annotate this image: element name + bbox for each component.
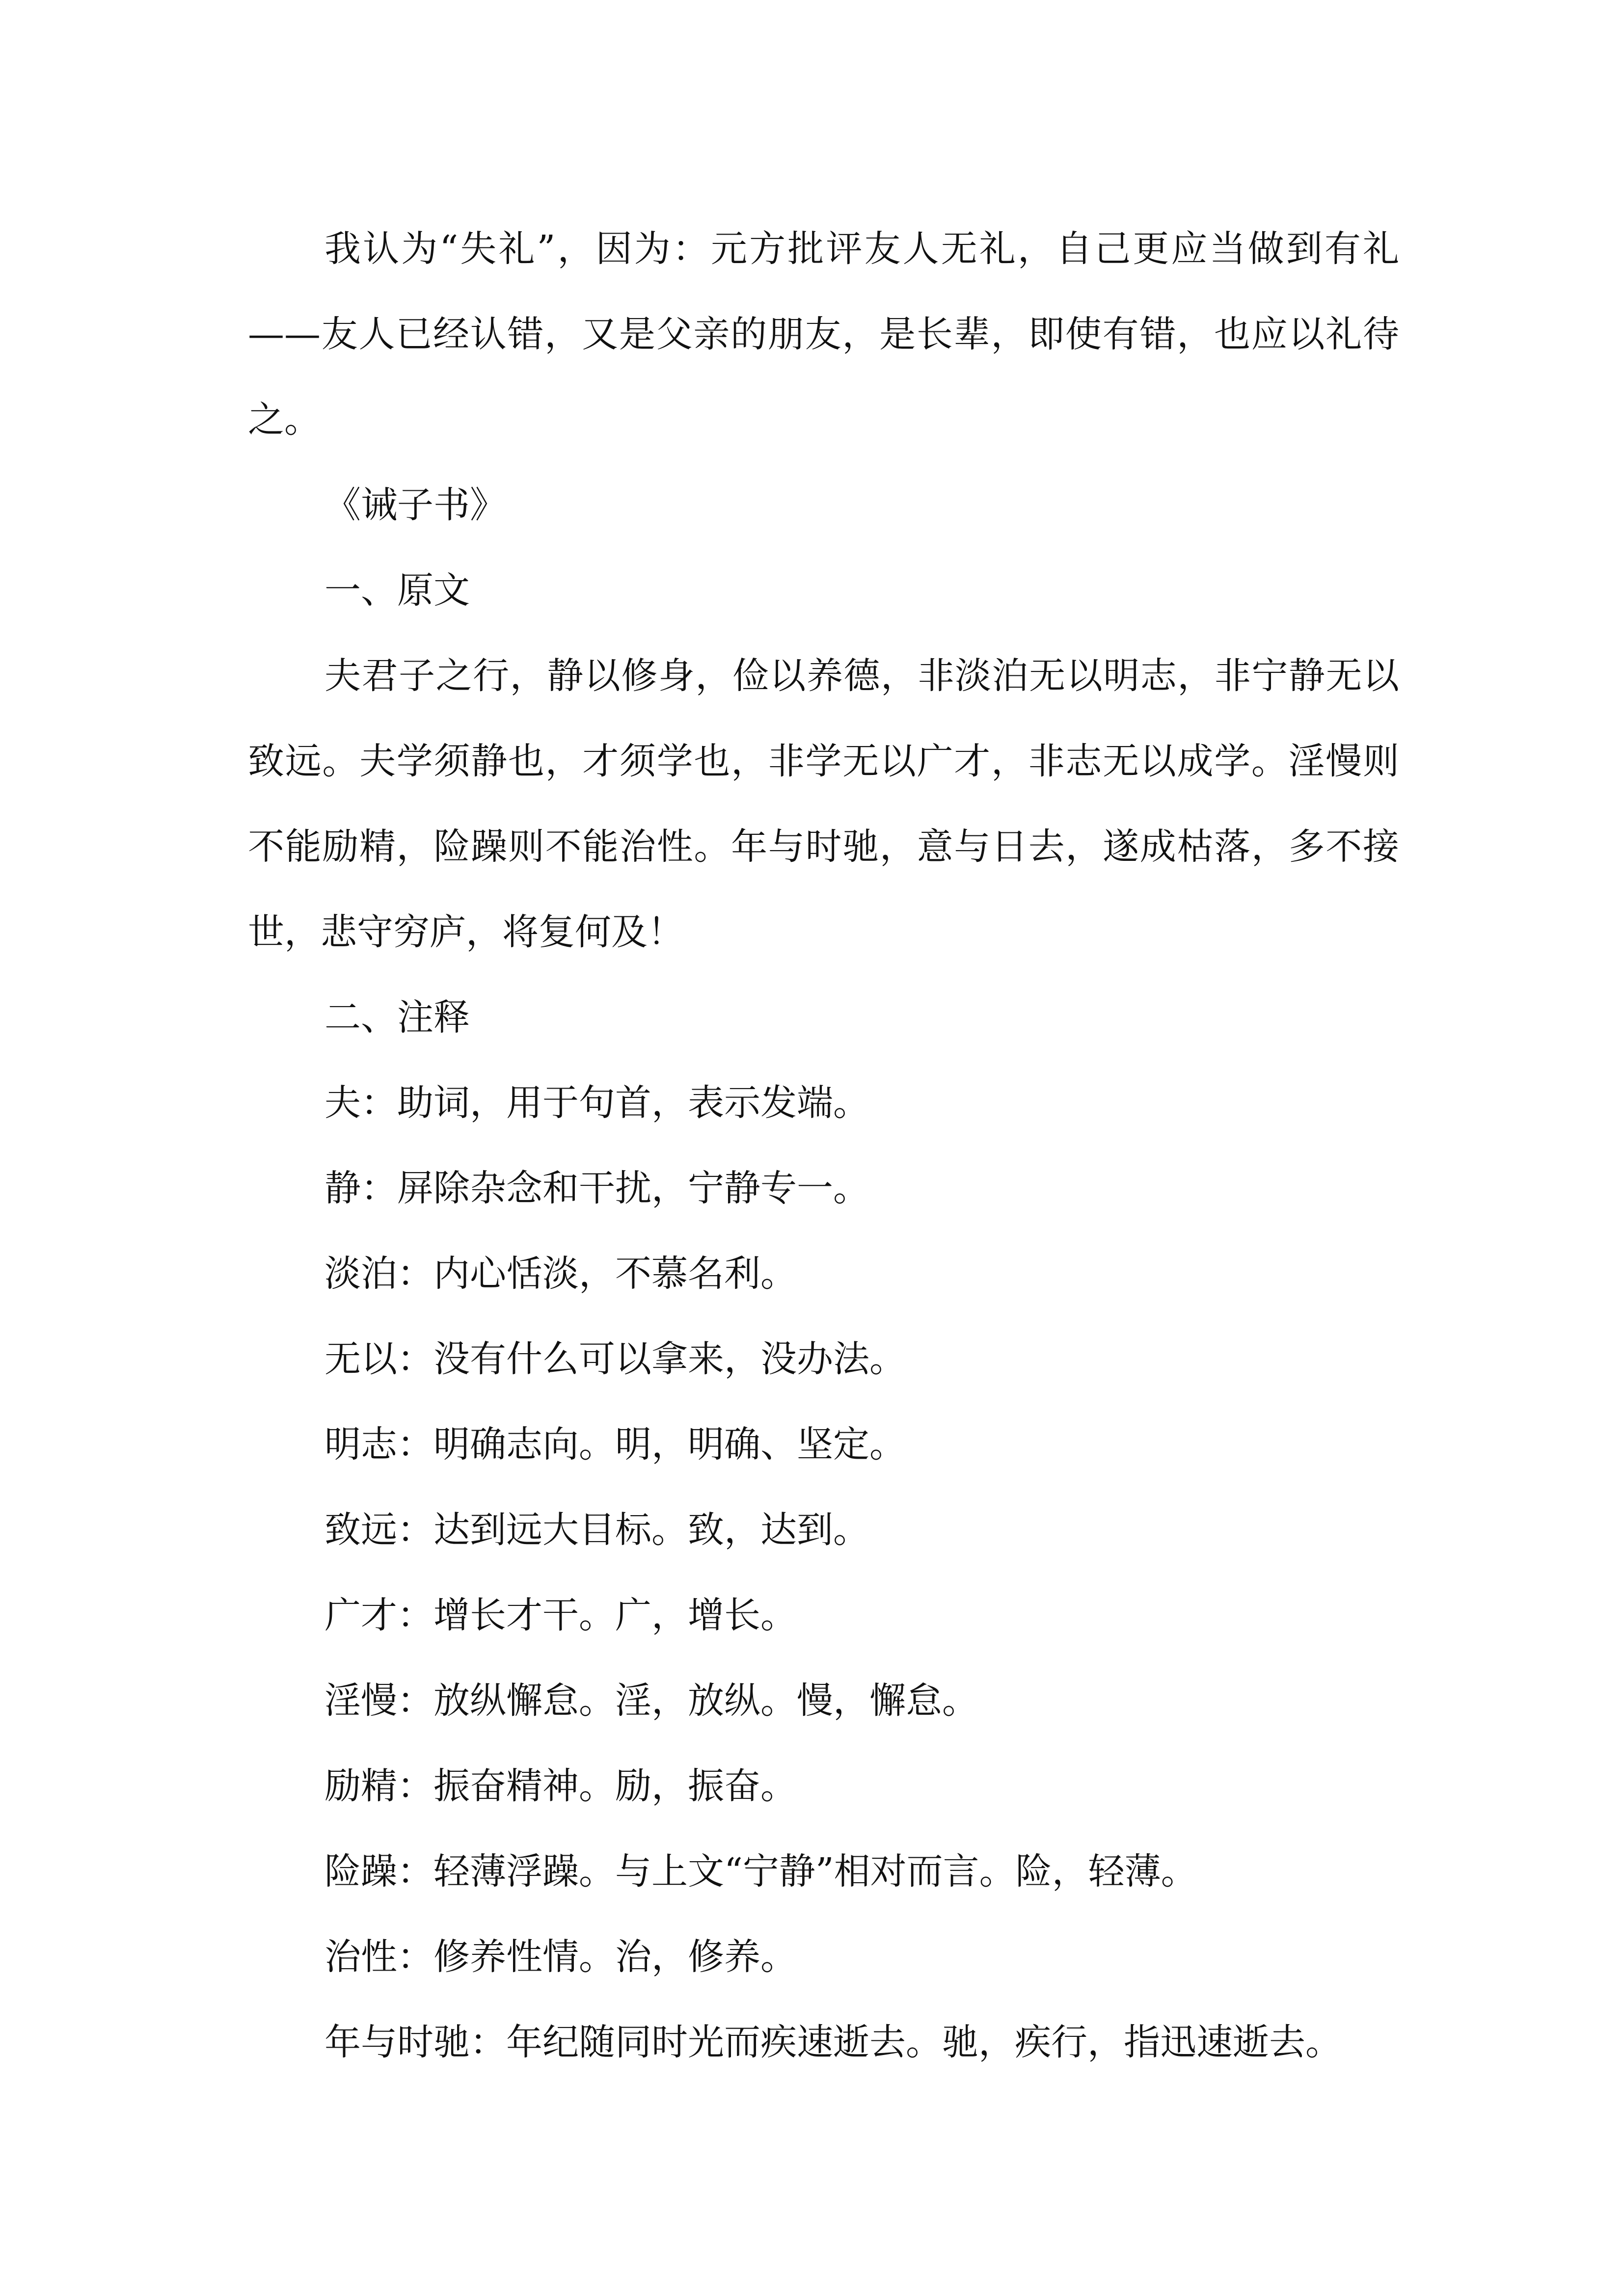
paragraph-opinion: 我认为“失礼”，因为：元方批评友人无礼，自己更应当做到有礼——友人已经认错，又是父亲的朋友，是长辈，即使有错，也应以礼待之。 (248, 228, 1399, 441)
note-item: 险躁：轻薄浮躁。与上文“宁静”相对而言。险，轻薄。 (325, 1850, 1197, 1893)
note-item: 治性：修养性情。治，修养。 (325, 1936, 797, 1978)
document-body (248, 206, 1399, 2085)
heading-original-text: 一、原文 (325, 569, 470, 612)
note-item: 明志：明确志向。明，明确、坚定。 (325, 1423, 906, 1466)
note-item: 广才：增长才干。广，增长。 (325, 1594, 797, 1636)
paragraph-original-text: 夫君子之行，静以修身，俭以养德，非淡泊无以明志，非宁静无以致远。夫学须静也，才须学也，非学无以广才，非志无以成学。淫慢则不能励精，险躁则不能治性。年与时驰，意与日去，遂成枯落，多不接世，悲守穷庐，将复何及！ (248, 655, 1399, 953)
note-item: 致远：达到远大目标。致，达到。 (325, 1509, 869, 1551)
note-item: 励精：振奋精神。励，振奋。 (325, 1765, 797, 1807)
note-item: 无以：没有什么可以拿来，没办法。 (325, 1338, 906, 1380)
section-title: 《诫子书》 (325, 484, 506, 526)
note-item: 淡泊：内心恬淡，不慕名利。 (325, 1253, 797, 1295)
note-item: 静：屏除杂念和干扰，宁静专一。 (325, 1167, 869, 1209)
note-item: 夫：助词，用于句首，表示发端。 (325, 1082, 869, 1124)
heading-notes: 二、注释 (325, 996, 470, 1039)
note-item: 淫慢：放纵懈怠。淫，放纵。慢，懈怠。 (325, 1680, 978, 1722)
note-item: 年与时驰：年纪随同时光而疾速逝去。驰，疾行，指迅速逝去。 (325, 2021, 1342, 2063)
